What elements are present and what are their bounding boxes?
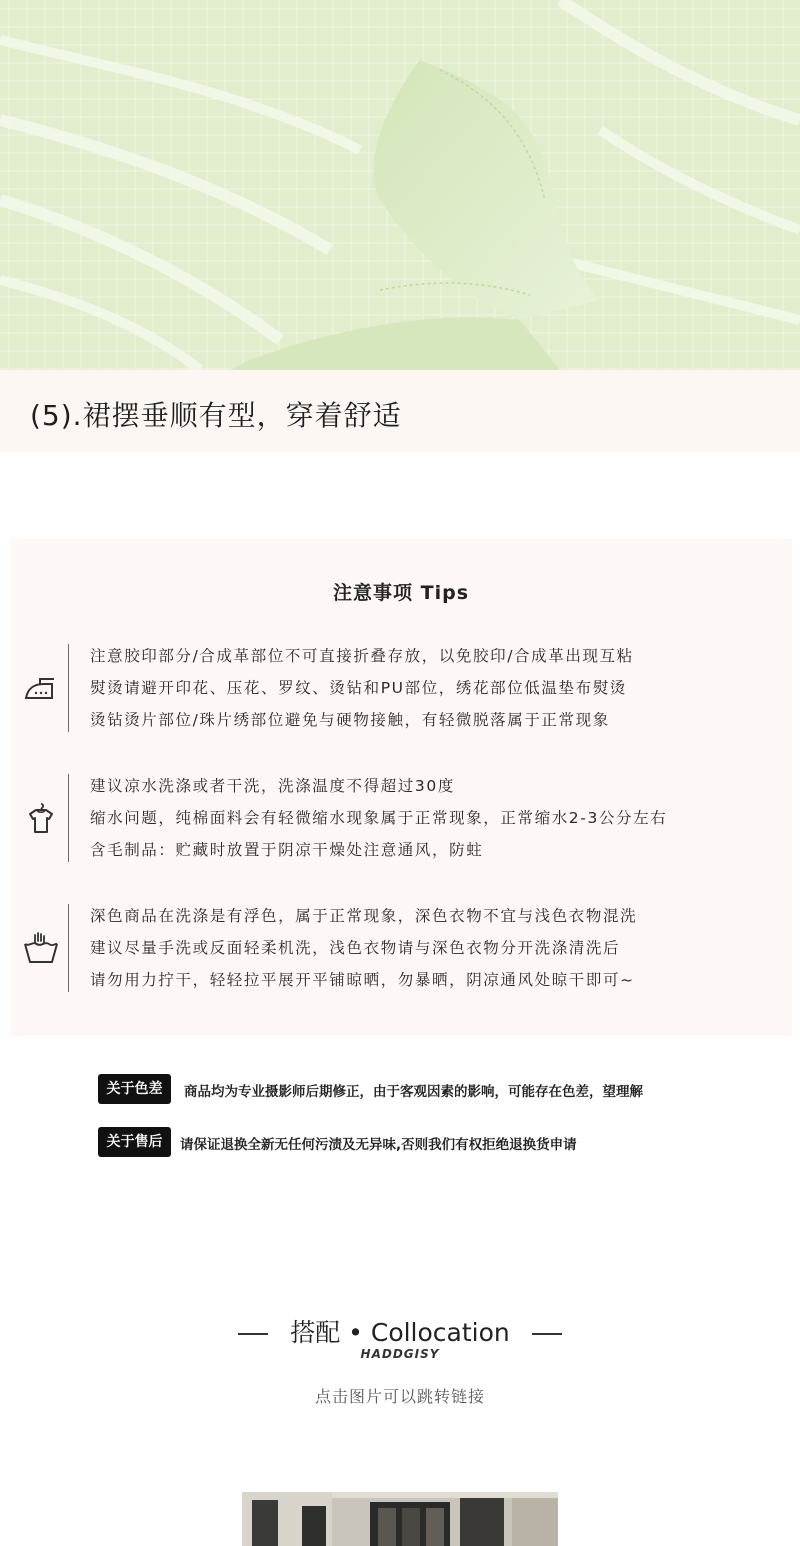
caption-band (0, 370, 800, 452)
tip-line: 烫钻烫片部位/珠片绣部位避免与硬物接触，有轻微脱落属于正常现象 (90, 711, 610, 729)
tips-title: 注意事项 Tips (333, 582, 469, 604)
tip-divider (68, 904, 69, 992)
collocation-title (0, 1313, 800, 1349)
title-dash (532, 1333, 562, 1335)
notice-badge: 关于色差 (98, 1074, 171, 1104)
tip-line: 深色商品在洗涤是有浮色，属于正常现象，深色衣物不宜与浅色衣物混洗 (90, 907, 638, 925)
tip-line: 建议尽量手洗或反面轻柔机洗，浅色衣物请与深色衣物分开洗涤清洗后 (90, 939, 621, 957)
tip-line: 注意胶印部分/合成革部位不可直接折叠存放，以免胶印/合成革出现互粘 (90, 647, 634, 665)
tip-group-drying (10, 904, 792, 994)
tip-line: 请勿用力拧干，轻轻拉平展开平铺晾晒，勿暴晒，阴凉通风处晾干即可~ (90, 971, 635, 989)
title-dash (238, 1333, 268, 1335)
photo-caption: (5).裙摆垂顺有型，穿着舒适 (30, 399, 402, 432)
tip-line: 熨烫请避开印花、压花、罗纹、烫钻和PU部位，绣花部位低温垫布熨烫 (90, 679, 627, 697)
collocation-link-photo[interactable] (242, 1492, 558, 1546)
notice-text: 请保证退换全新无任何污渍及无异味,否则我们有权拒绝退换货申请 (180, 1137, 577, 1153)
click-hint: 点击图片可以跳转链接 (314, 1387, 485, 1406)
fabric-detail-photo (0, 0, 800, 370)
hand-wash-icon (22, 930, 60, 968)
iron-icon (22, 670, 60, 708)
tip-divider (68, 644, 69, 732)
tip-group-ironing (10, 644, 792, 734)
tip-divider (68, 774, 69, 862)
care-tips-card (10, 538, 792, 1036)
notice-badge: 关于售后 (98, 1127, 171, 1157)
tip-line: 缩水问题，纯棉面料会有轻微缩水现象属于正常现象，正常缩水2-3公分左右 (90, 809, 668, 827)
hanging-shirt-icon (22, 800, 60, 838)
tip-group-washing (10, 774, 792, 864)
brand-subtitle: HADDGISY (360, 1347, 440, 1361)
tip-line: 含毛制品：贮藏时放置于阴凉干燥处注意通风，防蛀 (90, 841, 484, 859)
notice-text: 商品均为专业摄影师后期修正，由于客观因素的影响，可能存在色差，望理解 (184, 1084, 643, 1100)
tip-line: 建议凉水洗涤或者干洗，洗涤温度不得超过30度 (90, 777, 455, 795)
collocation-title-text: 搭配 • Collocation (290, 1318, 510, 1347)
